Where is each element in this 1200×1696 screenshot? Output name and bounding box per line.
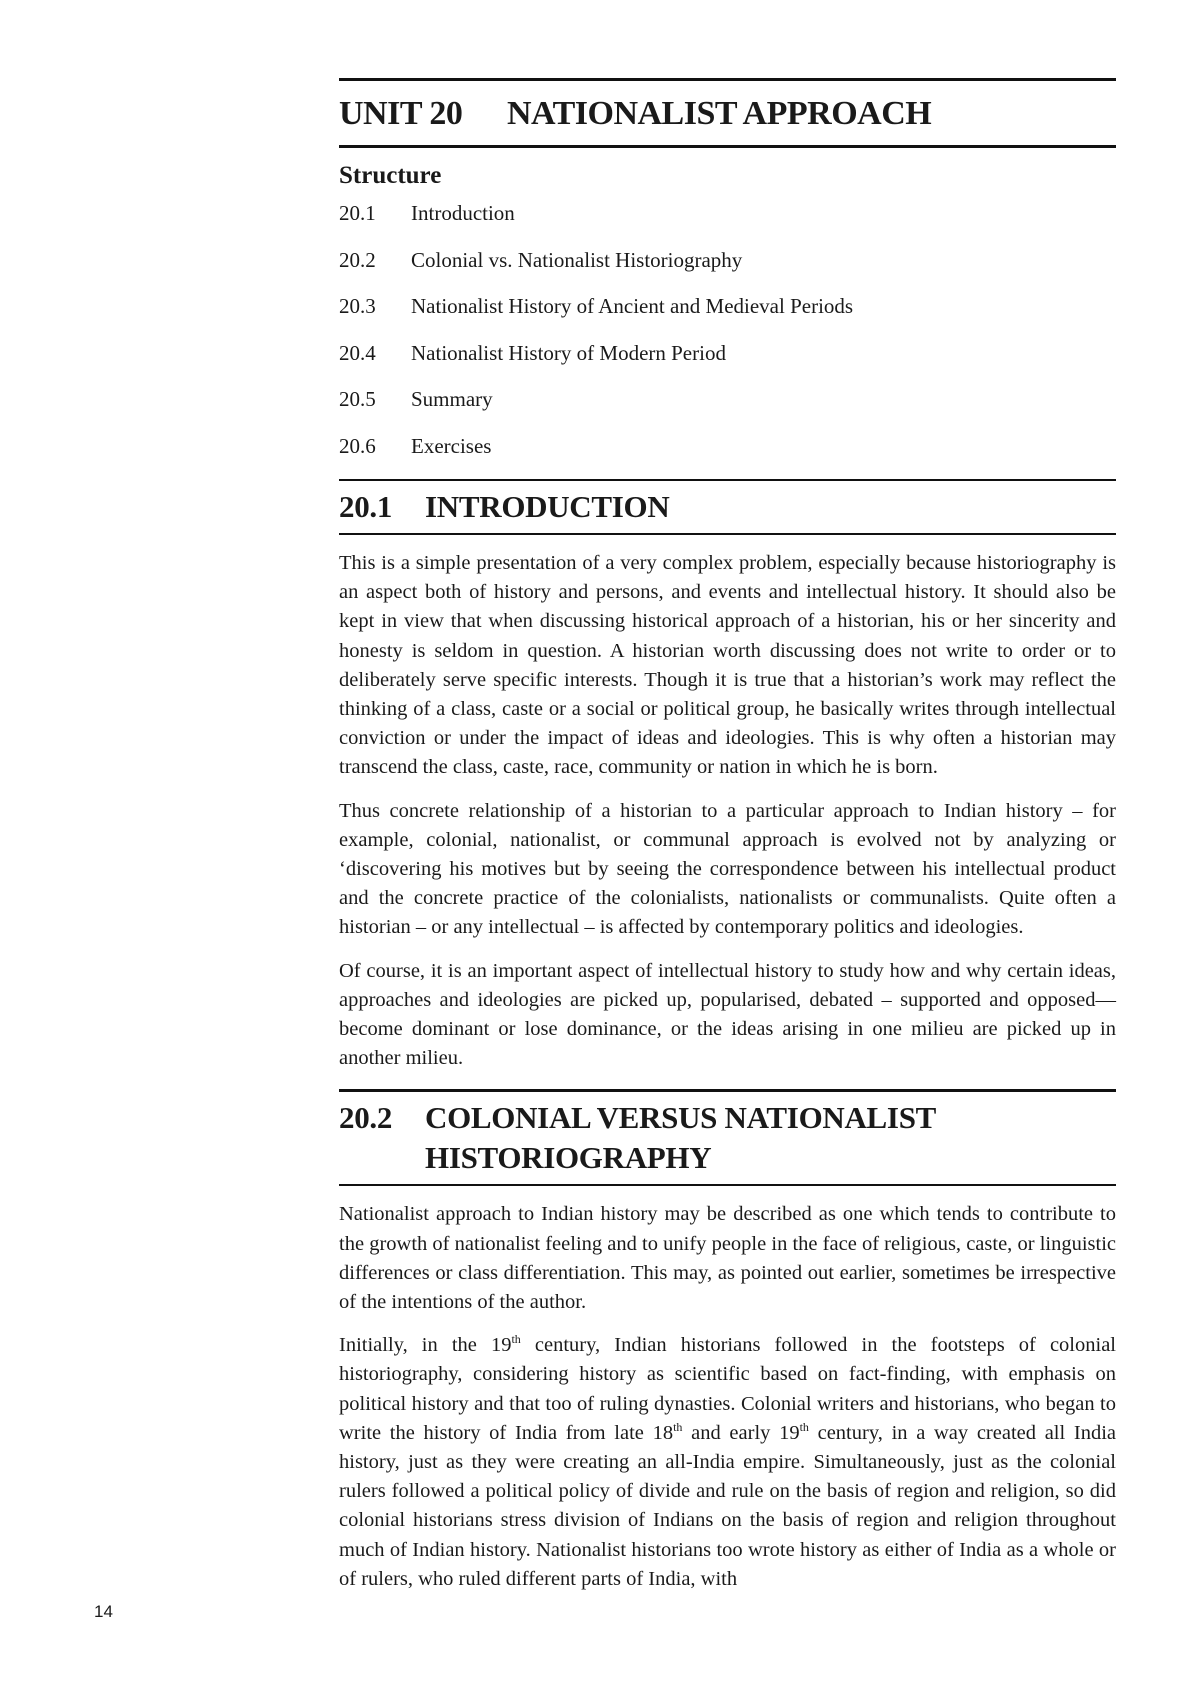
table-of-contents xyxy=(339,200,1116,459)
structure-heading: Structure xyxy=(339,162,442,189)
section-rule xyxy=(339,1089,1116,1092)
paragraph: Thus concrete relationship of a historian to a particular approach to Indian history – for example, colonial, nationalist, or communal approach is evolved not by analyzing or ‘discovering his motives but by seeing the correspondence between his intellectual product and the concrete practice of the colonialists, nationalists or communalists. Quite often a historian – or any intellectual – is affected by contemporary politics and ideologies. xyxy=(339,799,1116,939)
unit-title xyxy=(339,87,1116,141)
section-heading-introduction: 20.1 INTRODUCTION xyxy=(339,489,670,524)
toc-item: 20.4 Nationalist History of Modern Period xyxy=(339,340,726,365)
toc-item: 20.1 Introduction xyxy=(339,201,515,225)
section-heading-text: COLONIAL VERSUS NATIONALIST HISTORIOGRAPHY xyxy=(425,1100,937,1176)
paragraph: Initially, in the 19th century, Indian historians followed in the footsteps of colonial historiography, considering history as scientific based on fact-finding, with emphasis on political history and that too of ruling dynasties. Colonial writers and historians, who began to write the history of India from late 18th and early 19th century, in a way created all India history, just as they were creating an all-India empire. Simultaneously, just as the colonial rulers followed a political policy of divide and rule on the basis of region and religion, so did colonial historians stress division of Indians on the basis of region and religion throughout much of Indian history. Nationalist historians too wrote history as either of India as a whole or of rulers, who ruled different parts of India, with xyxy=(339,1332,1116,1590)
paragraph: Of course, it is an important aspect of intellectual history to study how and why certain ideas, approaches and ideologies are picked up, popularised, debated – supported and opposed—become dominant or lose dominance, or the ideas arising in one milieu are picked up in another milieu. xyxy=(339,959,1116,1070)
toc-item: 20.6 Exercises xyxy=(339,433,492,458)
unit-number: UNIT 20 xyxy=(339,95,463,132)
unit-title-rule xyxy=(339,145,1116,148)
toc-item: 20.5 Summary xyxy=(339,387,493,411)
page-content xyxy=(339,78,1116,1594)
toc-item: 20.3 Nationalist History of Ancient and Medieval Periods xyxy=(339,294,854,318)
page-number: 14 xyxy=(94,1602,113,1621)
paragraph: This is a simple presentation of a very complex problem, especially because historiography is an aspect both of history and persons, and events and intellectual history. It should also be kept in view that when discussing historical approach of a historian, his or her sincerity and honesty is seldom in question. A historian worth discussing does not write to order or to deliberately serve specific interests. Though it is true that a historian’s work may reflect the thinking of a class, caste or a social or political group, he basically writes through intellectual conviction or under the impact of ideas and ideologies. This is why often a historian may transcend the class, caste, race, community or nation in which he is born. xyxy=(339,552,1116,779)
section-rule xyxy=(339,533,1116,535)
section-rule xyxy=(339,479,1116,481)
toc-item: 20.2 Colonial vs. Nationalist Historiography xyxy=(339,247,743,272)
section-heading-colonial-vs-nationalist: 20.2 COLONIAL VERSUS NATIONALIST HISTORIOGRAPHY xyxy=(339,1098,1116,1178)
section-rule xyxy=(339,1184,1116,1186)
unit-heading: NATIONALIST APPROACH xyxy=(507,95,932,132)
top-rule xyxy=(339,78,1116,81)
paragraph: Nationalist approach to Indian history may be described as one which tends to contribute to the growth of nationalist feeling and to unify people in the face of religious, caste, or linguistic differences or class differentiation. This may, as pointed out earlier, sometimes be irrespective of the intentions of the author. xyxy=(339,1203,1116,1314)
